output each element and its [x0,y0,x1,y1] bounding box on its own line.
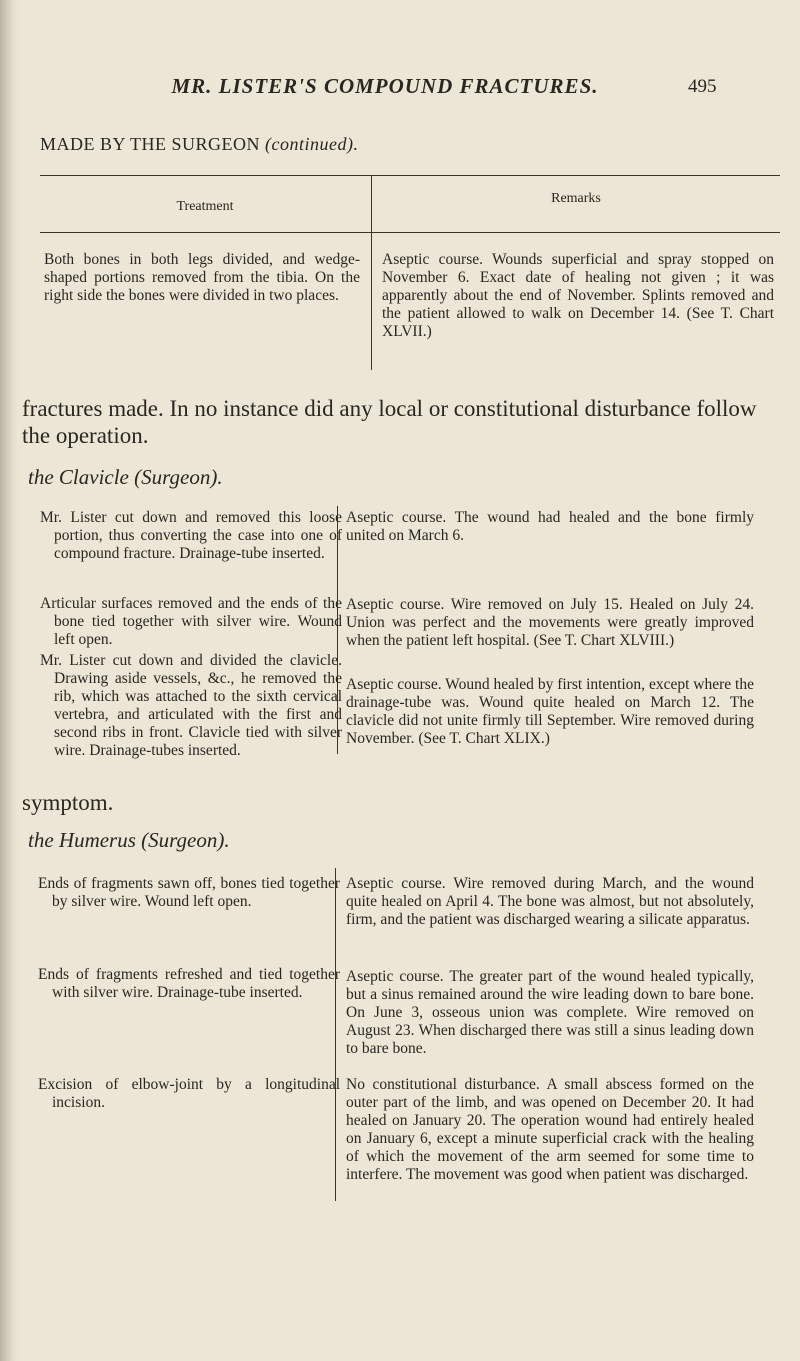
section-heading-humerus: the Humerus (Surgeon). [28,828,230,852]
clavicle-row1-treatment: Mr. Lister cut down and removed this loose portion, thus converting the case into one of compound fracture. Drainage-tube inserted. [40,509,342,562]
humerus-row3-treatment: Excision of elbow-joint by a longitudinal incision. [38,1076,340,1111]
paragraph-fractures: fractures made. In no instance did any local or constitutional disturbance follow the operation. [22,396,757,448]
clavicle-row3-remarks: Aseptic course. Wound healed by first intention, except where the drainage-tube was. Wound quite healed on March 12. The clavicle did not unite firmly till September. Wire removed during November. (See T. Chart XLIX.) [346,676,754,747]
subheading-prefix: MADE BY THE SURGEON [40,134,261,154]
humerus-row2-treatment: Ends of fragments refreshed and tied together with silver wire. Drainage-tube inserted. [38,966,340,1001]
clavicle-row1-remarks: Aseptic course. The wound had healed and the bone firmly united on March 6. [346,509,754,544]
page-number: 495 [688,76,717,97]
paragraph-symptom: symptom. [22,790,114,815]
clavicle-row2-remarks: Aseptic course. Wire removed on July 15. Healed on July 24. Union was perfect and the movements were greatly improved when the patient left hospital. (See T. Chart XLVIII.) [346,596,754,649]
humerus-row1-remarks: Aseptic course. Wire removed during March, and the wound quite healed on April 4. The bone was almost, but not absolutely, firm, and the patient was discharged wearing a silicate apparatus. [346,875,754,928]
col-header-treatment: Treatment [176,199,234,214]
humerus-row1-treatment: Ends of fragments sawn off, bones tied together by silver wire. Wound left open. [38,875,340,910]
running-title: MR. LISTER'S COMPOUND FRACTURES. [171,74,599,98]
col-header-remarks: Remarks [551,191,601,206]
table-subheading [40,134,358,155]
clavicle-row2-treatment: Articular surfaces removed and the ends of the bone tied together with silver wire. Wound left open. [40,595,342,648]
subheading-continued: (continued). [265,134,359,154]
binding-shadow [0,0,18,1361]
humerus-column-divider [335,868,336,1201]
top-remarks-cell: Aseptic course. Wounds superficial and spray stopped on November 6. Exact date of healing not given ; it was apparently about the end of November. Splints removed and the patient allowed to walk on December 14. (See T. Chart XLVII.) [382,251,774,340]
humerus-row3-remarks: No constitutional disturbance. A small abscess formed on the outer part of the limb, and was opened on December 20. It had healed on January 20. The operation wound had entirely healed on January 6, except a minute superficial crack with the healing of which the movement of the arm seemed for some time to interfere. The movement was good when patient was discharged. [346,1076,754,1183]
table-top-rule [40,175,780,176]
top-treatment-cell: Both bones in both legs divided, and wedge-shaped portions removed from the tibia. On the right side the bones were divided in two places. [44,251,360,304]
section-heading-clavicle: the Clavicle (Surgeon). [28,465,223,489]
clavicle-row3-treatment: Mr. Lister cut down and divided the clavicle. Drawing aside vessels, &c., he removed the rib, which was attached to the sixth cervical vertebra, and articulated with the first and second ribs in front. Clavicle tied with silver wire. Drainage-tubes inserted. [40,652,342,759]
header-rule [40,232,780,233]
humerus-row2-remarks: Aseptic course. The greater part of the wound healed typically, but a sinus remained around the wire leading down to bare bone. On June 3, osseous union was complete. Wire removed on August 23. When discharged there was still a sinus leading down to bare bone. [346,968,754,1057]
